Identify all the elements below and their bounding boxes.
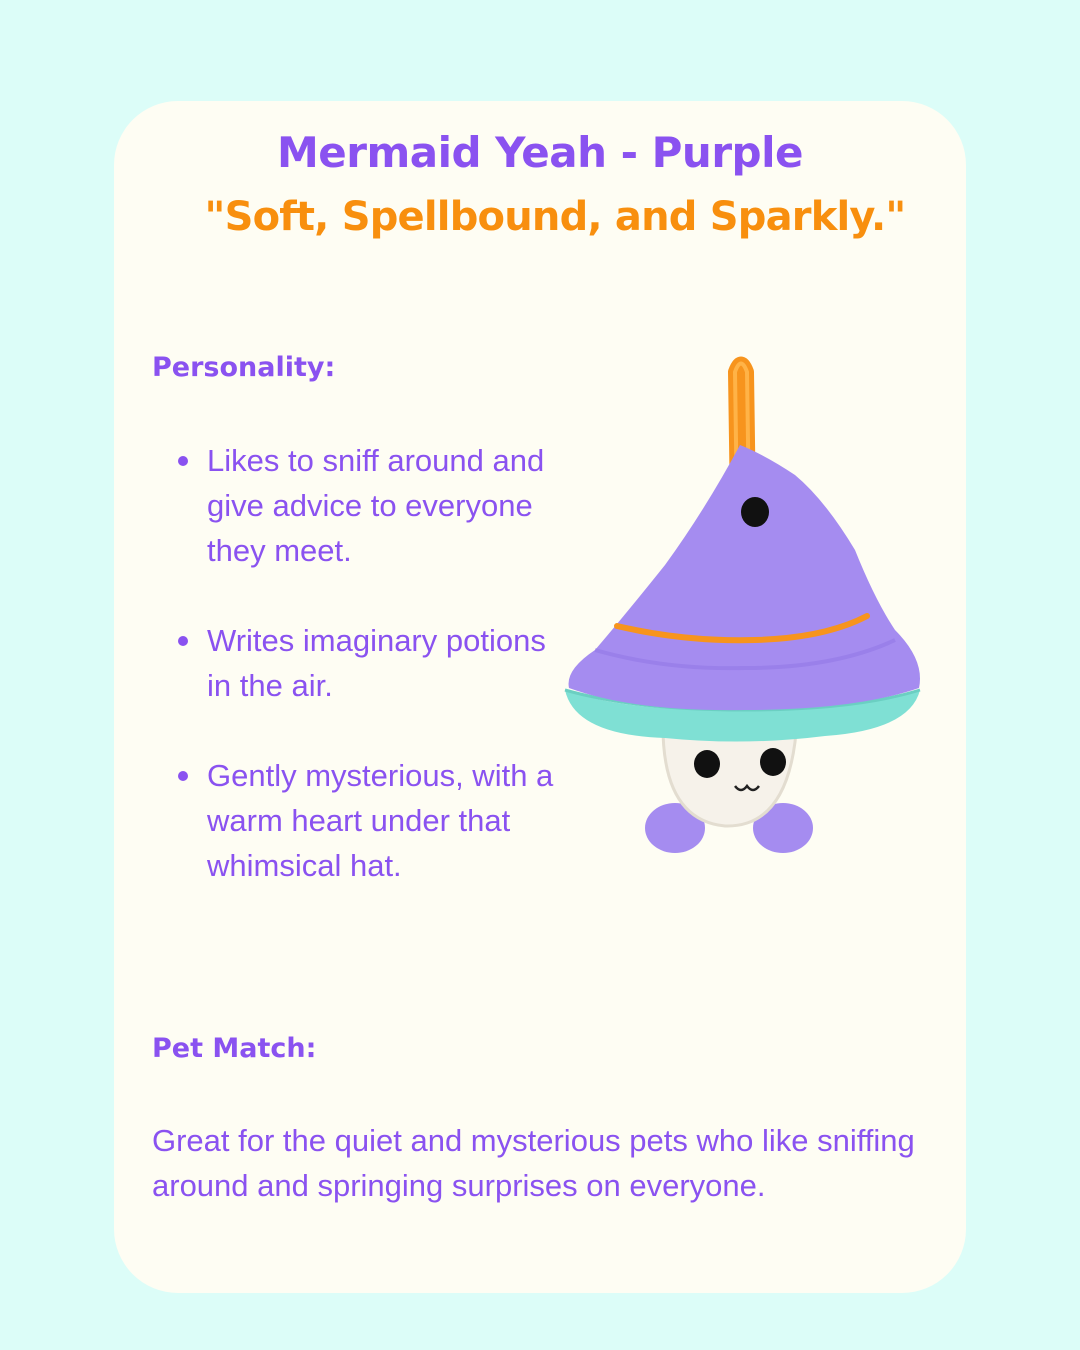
personality-list: [175, 438, 575, 933]
bullet-icon: [178, 456, 188, 466]
personality-item-text: Gently mysterious, with a warm heart under that whimsical hat.: [207, 758, 554, 883]
wizard-hat-plush-icon: [555, 350, 935, 870]
personality-item-text: Likes to sniff around and give advice to everyone they meet.: [207, 443, 545, 568]
pet-match-text: Great for the quiet and mysterious pets who like sniffing around and springing surprises on everyone.: [152, 1123, 915, 1203]
bullet-icon: [178, 771, 188, 781]
personality-item: [175, 618, 575, 708]
personality-heading: Personality:: [152, 352, 336, 383]
personality-item: [175, 438, 575, 573]
product-title: Mermaid Yeah - Purple: [277, 128, 803, 177]
bullet-icon: [178, 636, 188, 646]
pet-match-heading: Pet Match:: [152, 1033, 317, 1064]
personality-item: [175, 753, 575, 888]
product-tagline: "Soft, Spellbound, and Sparkly.": [204, 194, 906, 240]
personality-item-text: Writes imaginary potions in the air.: [207, 623, 546, 703]
